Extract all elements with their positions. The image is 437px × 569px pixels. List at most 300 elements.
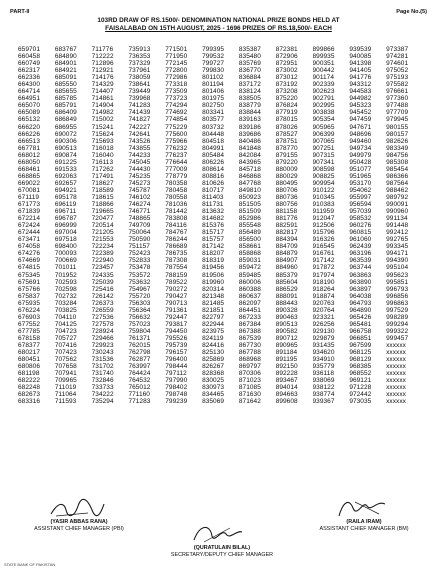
table-cell: 964793	[349, 299, 372, 307]
table-cell: 984756	[386, 151, 409, 159]
table-cell: 879155	[275, 151, 298, 159]
table-row	[18, 180, 423, 187]
table-cell: 908825	[312, 172, 335, 180]
table-cell: 726373	[91, 299, 114, 307]
table-cell: 840486	[238, 137, 261, 145]
table-cell: 983349	[386, 144, 409, 152]
table-cell: 714407	[91, 88, 114, 96]
table-cell: 878015	[275, 116, 298, 124]
table-cell: 825869	[202, 356, 225, 364]
table-cell: 859472	[238, 264, 261, 272]
table-cell: 696999	[54, 222, 77, 230]
table-cell: 723457	[91, 264, 114, 272]
table-cell: 947459	[349, 116, 372, 124]
table-cell: 834465	[202, 391, 225, 399]
page-number: Page No.(5)	[396, 9, 427, 15]
table-row	[18, 159, 423, 166]
table-cell: 751157	[128, 243, 150, 251]
table-cell: 749709	[128, 222, 151, 230]
table-cell: 804448	[202, 130, 225, 138]
table-cell: 731740	[91, 370, 114, 378]
table-cell: 745235	[128, 172, 151, 180]
table-cell: 941405	[349, 67, 372, 75]
table-cell: 920763	[312, 299, 335, 307]
table-cell: 939539	[349, 46, 372, 53]
table-cell: 721553	[91, 236, 114, 244]
table-cell: 801102	[202, 74, 224, 82]
table-cell: 814682	[202, 215, 225, 223]
table-cell: 815717	[202, 229, 225, 237]
table-cell: 951077	[349, 165, 372, 173]
table-cell: 931435	[312, 341, 335, 349]
signature-left-title: ASSISTANT CHIEF MANAGER (PBI)	[34, 525, 124, 532]
table-cell: 995623	[386, 271, 409, 279]
table-cell: 907065	[312, 137, 335, 145]
table-cell: 675766	[18, 285, 40, 293]
table-cell: 958532	[349, 215, 372, 223]
table-cell: 830025	[202, 377, 225, 385]
table-cell: 741827	[128, 116, 151, 124]
table-cell: 916326	[312, 236, 335, 244]
table-cell: 847768	[238, 179, 261, 187]
table-cell: 803577	[202, 116, 225, 124]
table-cell: 846868	[238, 172, 261, 180]
table-cell: 830973	[202, 384, 225, 392]
table-cell: 798748	[165, 391, 188, 399]
table-cell: 835069	[202, 398, 225, 406]
table-cell: 945323	[349, 102, 372, 110]
table-row	[18, 370, 423, 377]
table-cell: 912047	[312, 215, 335, 223]
table-cell: 944982	[349, 95, 372, 103]
table-cell: 818319	[202, 257, 225, 265]
table-cell: 885379	[275, 271, 298, 279]
table-cell: 996856	[386, 292, 409, 300]
table-cell: 798444	[165, 363, 188, 371]
table-cell: 685091	[54, 74, 77, 82]
table-row	[18, 67, 423, 74]
table-cell: 980155	[386, 123, 409, 131]
table-cell: 671773	[18, 201, 40, 209]
table-cell: 662336	[18, 74, 40, 82]
table-cell: 771160	[128, 391, 150, 399]
table-cell: 775966	[165, 137, 188, 145]
table-cell: 702732	[54, 292, 77, 300]
table-cell: 664951	[18, 95, 40, 103]
table-cell: 772800	[165, 67, 188, 75]
table-cell: 909954	[312, 179, 335, 187]
table-cell: 890463	[275, 313, 298, 321]
table-cell: 954062	[349, 186, 372, 194]
table-cell: 716113	[91, 158, 114, 166]
table-cell: 697518	[54, 236, 77, 244]
table-cell: 938122	[312, 384, 335, 392]
table-cell: 986366	[386, 172, 409, 180]
table-cell: 711593	[54, 398, 77, 406]
table-cell: 884907	[275, 257, 298, 265]
table-cell: 707658	[54, 363, 77, 371]
table-cell: 873002	[275, 67, 298, 75]
table-cell: 664300	[18, 81, 40, 89]
table-cell: 746771	[128, 208, 151, 216]
table-cell: 860388	[238, 285, 261, 293]
table-cell: 871085	[238, 384, 261, 392]
table-cell: 790427	[165, 292, 188, 300]
table-cell: 908598	[312, 165, 335, 173]
table-cell: 842084	[238, 151, 261, 159]
table-cell: 774854	[165, 116, 188, 124]
table-row	[18, 194, 423, 201]
table-cell: 662317	[18, 67, 40, 75]
table-cell: 773723	[165, 95, 188, 103]
table-cell: 979945	[386, 116, 409, 124]
table-cell: 726559	[91, 306, 114, 314]
table-cell: 929130	[312, 327, 335, 335]
table-cell: 966851	[349, 334, 372, 342]
table-cell: 905354	[312, 116, 335, 124]
table-cell: 905965	[312, 123, 335, 131]
table-row	[18, 46, 423, 53]
table-cell: 871630	[238, 391, 261, 399]
table-cell: 745273	[128, 179, 151, 187]
table-cell: 968385	[349, 363, 372, 371]
table-cell: 894014	[275, 384, 298, 392]
table-cell: 744233	[128, 151, 151, 159]
table-cell: 802750	[202, 102, 225, 110]
table-cell: 871023	[238, 377, 261, 385]
table-cell: 917142	[312, 257, 335, 265]
table-cell: 660749	[18, 60, 40, 68]
table-cell: 680217	[18, 349, 40, 357]
table-cell: 918264	[312, 285, 335, 293]
table-cell: 878770	[275, 144, 298, 152]
table-cell: 878751	[275, 137, 298, 145]
table-cell: 961060	[349, 236, 372, 244]
table-cell: 690306	[54, 137, 77, 145]
table-cell: 794450	[165, 327, 188, 335]
table-cell: 963890	[349, 278, 372, 286]
signature-left-block	[20, 519, 138, 532]
table-cell: 718627	[91, 179, 114, 187]
table-cell: 720477	[91, 215, 114, 223]
table-cell: 882817	[275, 229, 298, 237]
table-cell: 902995	[312, 102, 335, 110]
table-cell: 819960	[202, 278, 225, 286]
table-cell: 899608	[275, 398, 298, 406]
table-cell: 955997	[349, 193, 372, 201]
table-cell: 934910	[312, 356, 335, 364]
table-cell: 664714	[18, 88, 40, 96]
table-cell: 666513	[18, 137, 40, 145]
table-cell: 716040	[91, 151, 114, 159]
table-cell: 811403	[202, 193, 224, 201]
table-cell: 850923	[238, 193, 261, 201]
table-cell: 947671	[349, 123, 372, 131]
table-cell: 824119	[202, 334, 224, 342]
table-cell: 951965	[349, 172, 372, 180]
table-cell: xxxxxx	[386, 377, 406, 385]
table-row	[18, 60, 423, 67]
table-row	[18, 363, 423, 370]
table-row	[18, 138, 423, 145]
prize-bond-number-table	[18, 46, 423, 405]
table-cell: 988462	[386, 186, 409, 194]
table-cell: 916545	[312, 243, 335, 251]
table-cell: 695178	[54, 193, 77, 201]
table-cell: 867384	[238, 320, 261, 328]
table-cell: 719665	[91, 208, 114, 216]
table-cell: 838844	[238, 109, 261, 117]
table-cell: 916761	[312, 250, 335, 258]
table-cell: 974281	[386, 53, 409, 61]
table-cell: 999457	[386, 334, 409, 342]
table-cell: 712896	[91, 60, 114, 68]
table-cell: 686955	[54, 123, 77, 131]
table-cell: 890582	[275, 327, 298, 335]
table-cell: 744430	[128, 165, 151, 173]
table-cell: 915796	[312, 229, 335, 237]
table-cell: 872906	[275, 53, 298, 61]
table-cell: 821485	[202, 299, 225, 307]
table-cell: 736353	[128, 53, 151, 61]
table-cell: 702598	[54, 285, 77, 293]
table-cell: 738059	[128, 74, 151, 82]
table-cell: 856500	[238, 236, 261, 244]
table-cell: 873192	[275, 81, 298, 89]
table-cell: 774294	[165, 102, 188, 110]
table-cell: 707423	[54, 349, 77, 357]
table-cell: 712921	[91, 67, 114, 75]
table-row	[18, 349, 423, 356]
table-row	[18, 173, 423, 180]
table-cell: 753478	[128, 264, 151, 272]
table-cell: 992765	[386, 236, 409, 244]
table-cell: 880736	[275, 193, 298, 201]
table-cell: 712222	[91, 53, 114, 61]
table-cell: 762015	[128, 341, 151, 349]
table-cell: 867788	[238, 349, 261, 357]
table-cell: 880706	[275, 186, 298, 194]
table-cell: 880495	[275, 179, 298, 187]
table-cell: 876824	[275, 102, 298, 110]
table-cell: 811731	[202, 201, 224, 209]
table-cell: 869797	[238, 363, 261, 371]
table-cell: 799830	[202, 67, 225, 75]
table-cell: 963539	[349, 257, 372, 265]
table-cell: 822797	[202, 313, 225, 321]
table-cell: 875220	[275, 95, 298, 103]
table-cell: xxxxxx	[386, 391, 406, 399]
table-cell: 884394	[275, 236, 298, 244]
table-cell: 910122	[312, 186, 335, 194]
draw-subtitle: FAISALABAD ON 15TH AUGUST, 2025 - 1696 PRIZES OF RS.18,500/- EACH	[105, 25, 332, 32]
table-row	[18, 257, 423, 264]
table-cell: 677552	[18, 320, 40, 328]
table-cell: 884879	[275, 250, 298, 258]
table-cell: 746102	[128, 193, 151, 201]
table-cell: 777009	[165, 165, 188, 173]
table-cell: 872951	[275, 60, 298, 68]
table-cell: 798402	[165, 384, 188, 392]
table-cell: 711776	[91, 46, 114, 53]
table-row	[18, 215, 423, 222]
table-cell: 683767	[54, 46, 77, 53]
table-cell: 796400	[165, 356, 188, 364]
table-cell: 956594	[349, 201, 372, 209]
table-cell: 783808	[165, 215, 188, 223]
table-cell: 762877	[128, 356, 151, 364]
table-cell: 804991	[202, 144, 225, 152]
table-cell: 720514	[91, 222, 114, 230]
table-cell: 973035	[349, 398, 372, 406]
table-cell: 660458	[18, 53, 40, 61]
table-row	[18, 81, 423, 88]
table-cell: 835480	[238, 53, 261, 61]
table-cell: xxxxxx	[386, 363, 406, 371]
table-cell: 737329	[128, 60, 151, 68]
table-cell: 960276	[349, 222, 372, 230]
table-cell: 993345	[386, 243, 409, 251]
table-cell: 903838	[312, 109, 335, 117]
table-cell: 676224	[18, 306, 40, 314]
table-cell: 808816	[202, 172, 225, 180]
table-cell: 675837	[18, 292, 40, 300]
table-cell: 724335	[91, 271, 114, 279]
table-cell: 805484	[202, 151, 225, 159]
table-cell: 697004	[54, 229, 77, 237]
table-cell: 725039	[91, 278, 114, 286]
table-cell: 685655	[54, 88, 77, 96]
table-cell: 893467	[275, 377, 298, 385]
table-cell: 704723	[54, 327, 77, 335]
table-row	[18, 208, 423, 215]
table-cell: 845718	[238, 165, 261, 173]
table-cell: 849810	[238, 186, 261, 194]
table-cell: 953170	[349, 179, 372, 187]
table-cell: 819456	[202, 264, 225, 272]
table-row	[18, 384, 423, 391]
table-cell: 901174	[312, 74, 335, 82]
table-cell: 825130	[202, 349, 225, 357]
table-cell: 677785	[18, 327, 40, 335]
table-cell: 871642	[238, 398, 261, 406]
table-cell: 923321	[312, 313, 335, 321]
table-cell: 934620	[312, 349, 335, 357]
table-cell: 701011	[54, 264, 77, 272]
table-cell: 949979	[349, 151, 372, 159]
table-cell: 673471	[18, 236, 40, 244]
table-cell: 977360	[386, 95, 409, 103]
table-cell: 880756	[275, 201, 298, 209]
table-cell: 776237	[165, 151, 188, 159]
table-cell: 815376	[202, 222, 225, 230]
table-row	[18, 102, 423, 109]
table-cell: 938774	[312, 391, 335, 399]
table-row	[18, 391, 423, 398]
table-row	[18, 286, 423, 293]
table-cell: 704110	[54, 313, 77, 321]
table-row	[18, 243, 423, 250]
table-cell: 881158	[275, 208, 298, 216]
table-cell: 780558	[165, 193, 188, 201]
table-cell: 985454	[386, 165, 409, 173]
table-cell: 750064	[128, 229, 151, 237]
table-cell: 803732	[202, 123, 225, 131]
table-cell: 756364	[128, 306, 151, 314]
table-cell: xxxxxx	[386, 349, 406, 357]
table-cell: 672424	[18, 222, 40, 230]
table-cell: 666226	[18, 130, 40, 138]
table-cell: 696787	[54, 215, 77, 223]
table-cell: 666220	[18, 123, 40, 131]
table-cell: 692657	[54, 179, 77, 187]
table-cell: 962439	[349, 243, 372, 251]
table-cell: 680451	[18, 356, 40, 364]
table-cell: 793817	[165, 320, 188, 328]
table-cell: 675691	[18, 278, 40, 286]
table-cell: 668050	[18, 158, 40, 166]
table-cell: 982626	[386, 137, 409, 145]
table-cell: 750590	[128, 236, 151, 244]
table-cell: 907341	[312, 158, 335, 166]
table-cell: 729923	[91, 341, 114, 349]
table-cell: xxxxxx	[386, 384, 406, 392]
table-cell: 727536	[91, 313, 114, 321]
table-cell: 698400	[54, 243, 77, 251]
table-cell: 899935	[312, 53, 335, 61]
table-cell: 994390	[386, 257, 409, 265]
table-cell: 717491	[91, 172, 114, 180]
table-cell: 773509	[165, 88, 188, 96]
table-cell: 667781	[18, 144, 40, 152]
table-cell: 910383	[312, 201, 335, 209]
table-cell: 801975	[202, 95, 225, 103]
table-cell: 780358	[165, 179, 188, 187]
table-cell: 890513	[275, 320, 298, 328]
table-cell: 755720	[128, 292, 151, 300]
part-label: PART-II	[10, 9, 30, 15]
table-cell: 907315	[312, 151, 335, 159]
table-row	[18, 166, 423, 173]
table-cell: 884960	[275, 264, 298, 272]
table-cell: 776644	[165, 158, 188, 166]
table-cell: 735913	[128, 46, 151, 53]
table-cell: 838124	[238, 88, 261, 96]
table-cell: 788159	[165, 271, 188, 279]
table-cell: 824416	[202, 341, 225, 349]
table-cell: 823975	[202, 327, 225, 335]
table-cell: 929879	[312, 334, 335, 342]
table-cell: 859485	[238, 271, 261, 279]
table-cell: 737961	[128, 67, 151, 75]
table-cell: 676903	[18, 313, 40, 321]
table-cell: 670081	[18, 186, 40, 194]
table-cell: 774692	[165, 109, 188, 117]
table-cell: 828368	[202, 370, 225, 378]
table-cell: 969121	[349, 377, 372, 385]
table-cell: 787308	[165, 257, 188, 265]
table-cell: 841848	[238, 144, 261, 152]
table-cell: 996863	[386, 299, 409, 307]
table-cell: 837172	[238, 81, 261, 89]
table-cell: 890712	[275, 334, 298, 342]
table-cell: 773318	[165, 81, 188, 89]
table-cell: 686849	[54, 116, 77, 124]
table-cell: 675345	[18, 271, 40, 279]
table-cell: 935779	[312, 363, 335, 371]
table-row	[18, 342, 423, 349]
signature-center-name: (QURATULAIN BILAL)	[193, 545, 251, 551]
